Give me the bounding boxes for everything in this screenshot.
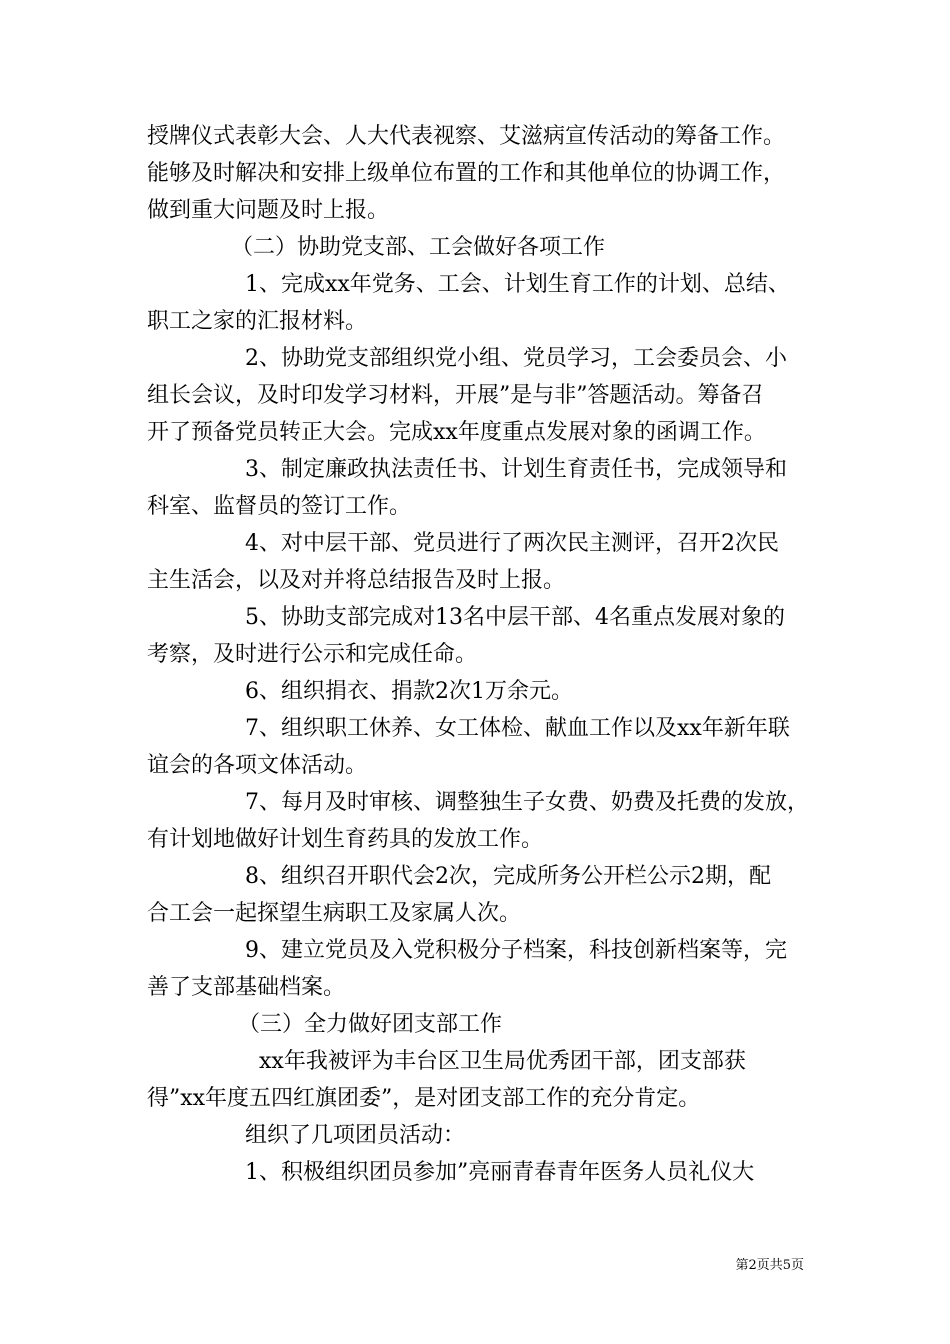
text-line: 得”xx年度五四红旗团委”，是对团支部工作的充分肯定。 (147, 1086, 701, 1111)
text-line: 组长会议，及时印发学习材料，开展”是与非”答题活动。筹备召 (147, 383, 764, 408)
text-line: 1、积极组织团员参加”亮丽青春青年医务人员礼仪大 (245, 1160, 755, 1185)
text-line: 善了支部基础档案。 (147, 975, 346, 1000)
text-line: 7、每月及时审核、调整独生子女费、奶费及托费的发放， (245, 790, 809, 815)
text-line: 9、建立党员及入党积极分子档案，科技创新档案等，完 (245, 938, 787, 963)
text-line: 合工会一起探望生病职工及家属人次。 (147, 901, 522, 926)
text-line: 2、协助党支部组织党小组、党员学习，工会委员会、小 (245, 346, 787, 371)
section-heading: （二）协助党支部、工会做好各项工作 (231, 235, 606, 260)
text-line: 1、完成xx年党务、工会、计划生育工作的计划、总结、 (245, 272, 790, 297)
text-line: 主生活会，以及对并将总结报告及时上报。 (147, 568, 566, 593)
text-line: 组织了几项团员活动： (245, 1123, 466, 1148)
text-line: 科室、监督员的签订工作。 (147, 494, 412, 519)
text-line: 职工之家的汇报材料。 (147, 309, 368, 334)
text-line: xx年我被评为丰台区卫生局优秀团干部，团支部获 (259, 1049, 746, 1074)
section-heading: （三）全力做好团支部工作 (238, 1012, 503, 1037)
text-line: 3、制定廉政执法责任书、计划生育责任书，完成领导和 (245, 457, 787, 482)
text-line: 考察，及时进行公示和完成任命。 (147, 642, 478, 667)
text-line: 5、协助支部完成对13名中层干部、4名重点发展对象的 (245, 605, 785, 630)
text-line: 授牌仪式表彰大会、人大代表视察、艾滋病宣传活动的筹备工作。 (147, 124, 786, 149)
text-line: 能够及时解决和安排上级单位布置的工作和其他单位的协调工作， (147, 161, 786, 186)
text-line: 4、对中层干部、党员进行了两次民主测评，召开2次民 (245, 531, 779, 556)
text-line: 8、组织召开职代会2次，完成所务公开栏公示2期，配 (245, 864, 771, 889)
text-line: 做到重大问题及时上报。 (147, 198, 390, 223)
text-line: 7、组织职工休养、女工体检、献血工作以及xx年新年联 (245, 716, 790, 741)
text-line: 6、组织捐衣、捐款2次1万余元。 (245, 679, 573, 704)
text-line: 谊会的各项文体活动。 (147, 753, 368, 778)
text-line: 开了预备党员转正大会。完成xx年度重点发展对象的函调工作。 (147, 420, 766, 445)
page-number: 第2页共5页 (735, 1258, 804, 1273)
text-line: 有计划地做好计划生育药具的发放工作。 (147, 827, 544, 852)
